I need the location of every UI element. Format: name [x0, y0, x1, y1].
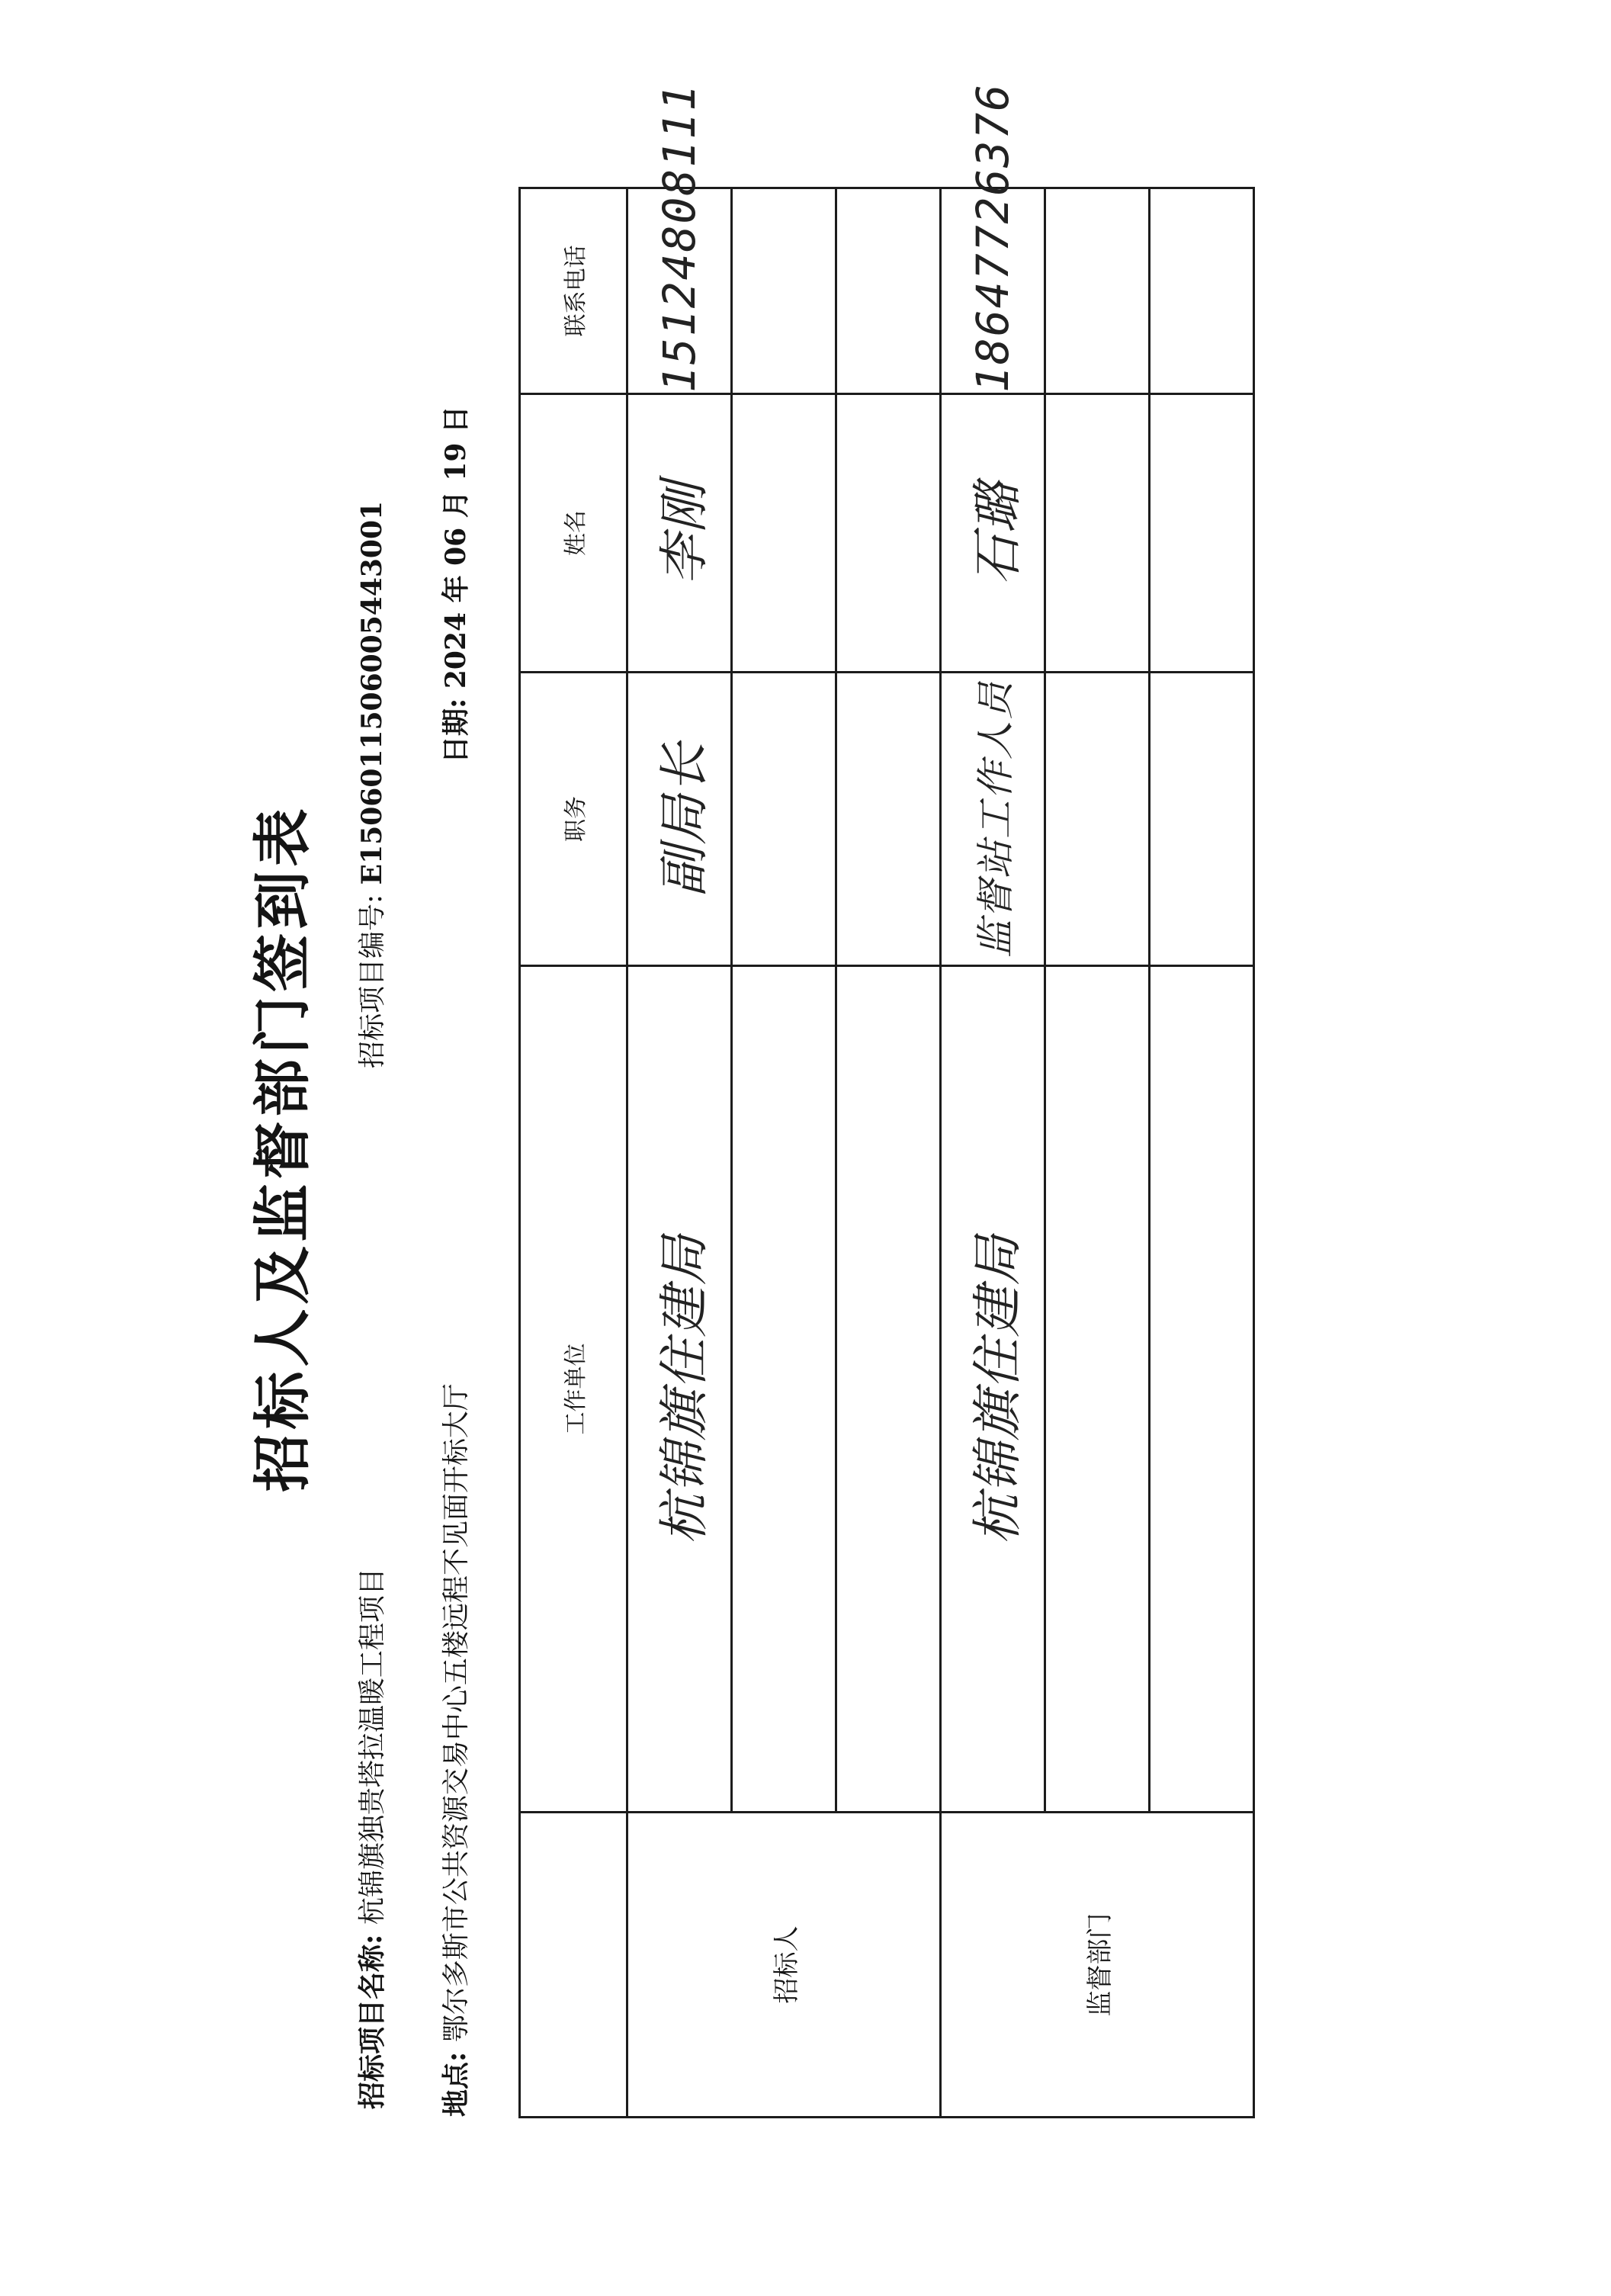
date-line	[435, 406, 473, 763]
table-row	[627, 188, 732, 2118]
header-unit: 工作单位	[520, 966, 627, 1813]
table-header-row	[520, 188, 627, 2118]
header-name: 姓名	[520, 394, 627, 673]
cell-phone: 18647726376	[941, 188, 1045, 394]
cell-position	[1150, 673, 1254, 966]
cell-position	[1045, 673, 1150, 966]
project-code-value: E1506011506005443001	[356, 500, 388, 885]
header-position: 职务	[520, 673, 627, 966]
signin-table	[518, 82, 1255, 2118]
cell-position	[836, 673, 941, 966]
cell-phone: 15124808111	[627, 188, 732, 394]
cell-name	[836, 394, 941, 673]
cell-name	[1150, 394, 1254, 673]
cell-name: 李刚	[627, 394, 732, 673]
project-code-label: 招标项目编号:	[357, 894, 388, 1068]
cell-unit: 杭锦旗住建局	[941, 966, 1045, 1813]
date-label: 日期:	[440, 698, 472, 763]
location-value: 鄂尔多斯市公共资源交易中心五楼远程不见面开标大厅	[441, 1383, 472, 2043]
project-code-line	[351, 501, 390, 1068]
cell-position	[732, 673, 836, 966]
group-label-supervision: 监督部门	[941, 1813, 1254, 2118]
cell-phone	[1150, 188, 1254, 394]
date-value: 2024 年 06 月 19 日	[440, 406, 472, 689]
document-title: 招标人及监督部门签到表	[249, 804, 316, 1492]
header-phone: 联系电话	[520, 188, 627, 394]
location-line	[435, 1383, 473, 2117]
cell-phone	[732, 188, 836, 394]
cell-phone	[1045, 188, 1150, 394]
cell-unit	[836, 966, 941, 1813]
cell-unit	[1045, 966, 1150, 1813]
project-name-line	[351, 1568, 390, 2109]
cell-unit	[732, 966, 836, 1813]
cell-position: 副局长	[627, 673, 732, 966]
table-row	[941, 188, 1045, 2118]
group-label-tenderer: 招标人	[627, 1813, 941, 2118]
cell-unit	[1150, 966, 1254, 1813]
cell-position: 监督站工作人员	[941, 673, 1045, 966]
cell-unit: 杭锦旗住建局	[627, 966, 732, 1813]
project-name-label: 招标项目名称:	[356, 1934, 388, 2109]
location-label: 地点:	[440, 2051, 472, 2117]
cell-name	[732, 394, 836, 673]
cell-name: 石璐	[941, 394, 1045, 673]
cell-name	[1045, 394, 1150, 673]
cell-phone	[836, 188, 941, 394]
project-name-value: 杭锦旗独贵塔拉温暖工程项目	[357, 1568, 388, 1925]
header-group-blank	[520, 1813, 627, 2118]
